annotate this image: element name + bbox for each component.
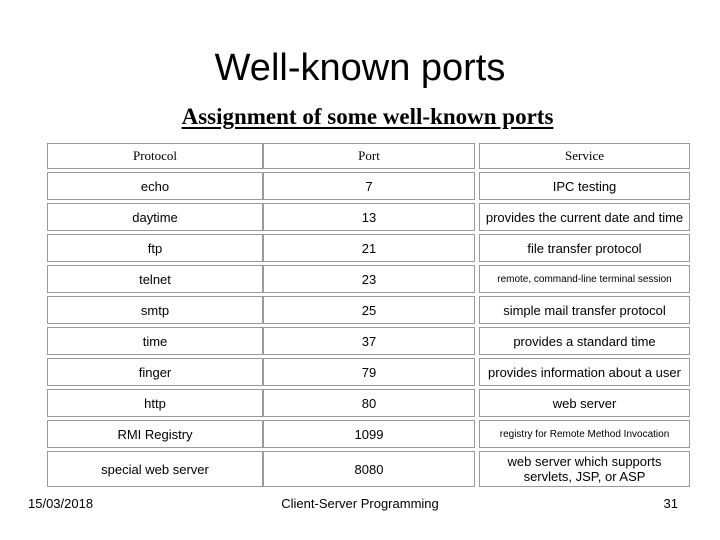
cell-protocol: http [47, 389, 263, 417]
table-row [47, 420, 690, 448]
cell-port: 8080 [263, 451, 475, 487]
header-port: Port [263, 143, 475, 169]
cell-service: remote, command-line terminal session [479, 265, 690, 293]
cell-protocol: time [47, 327, 263, 355]
cell-service: file transfer protocol [479, 234, 690, 262]
cell-service: IPC testing [479, 172, 690, 200]
cell-protocol: RMI Registry [47, 420, 263, 448]
cell-protocol: finger [47, 358, 263, 386]
table-row [47, 234, 690, 262]
cell-port: 25 [263, 296, 475, 324]
header-service: Service [479, 143, 690, 169]
cell-protocol: echo [47, 172, 263, 200]
cell-service: provides information about a user [479, 358, 690, 386]
cell-port: 23 [263, 265, 475, 293]
table-row [47, 451, 690, 487]
cell-protocol: daytime [47, 203, 263, 231]
cell-protocol: telnet [47, 265, 263, 293]
cell-protocol: smtp [47, 296, 263, 324]
cell-port: 13 [263, 203, 475, 231]
cell-protocol: special web server [47, 451, 263, 487]
table-row [47, 265, 690, 293]
table-header-row [47, 143, 690, 169]
cell-port: 1099 [263, 420, 475, 448]
cell-service: simple mail transfer protocol [479, 296, 690, 324]
table-row [47, 172, 690, 200]
cell-service: web server which supports servlets, JSP, or ASP [479, 451, 690, 487]
cell-service: web server [479, 389, 690, 417]
table-row [47, 203, 690, 231]
cell-service: registry for Remote Method Invocation [479, 420, 690, 448]
cell-port: 7 [263, 172, 475, 200]
cell-port: 21 [263, 234, 475, 262]
cell-protocol: ftp [47, 234, 263, 262]
cell-service: provides the current date and time [479, 203, 690, 231]
table-row [47, 358, 690, 386]
cell-port: 79 [263, 358, 475, 386]
footer-page-number: 31 [663, 496, 678, 511]
header-protocol: Protocol [47, 143, 263, 169]
table-row [47, 296, 690, 324]
footer-date: 15/03/2018 [28, 496, 94, 511]
cell-port: 37 [263, 327, 475, 355]
table-row [47, 389, 690, 417]
table-caption: Assignment of some well-known ports [181, 104, 554, 129]
footer-course: Client-Server Programming [281, 496, 439, 511]
ports-table [47, 140, 690, 490]
slide-title: Well-known ports [214, 47, 506, 89]
cell-port: 80 [263, 389, 475, 417]
cell-service: provides a standard time [479, 327, 690, 355]
table-row [47, 327, 690, 355]
